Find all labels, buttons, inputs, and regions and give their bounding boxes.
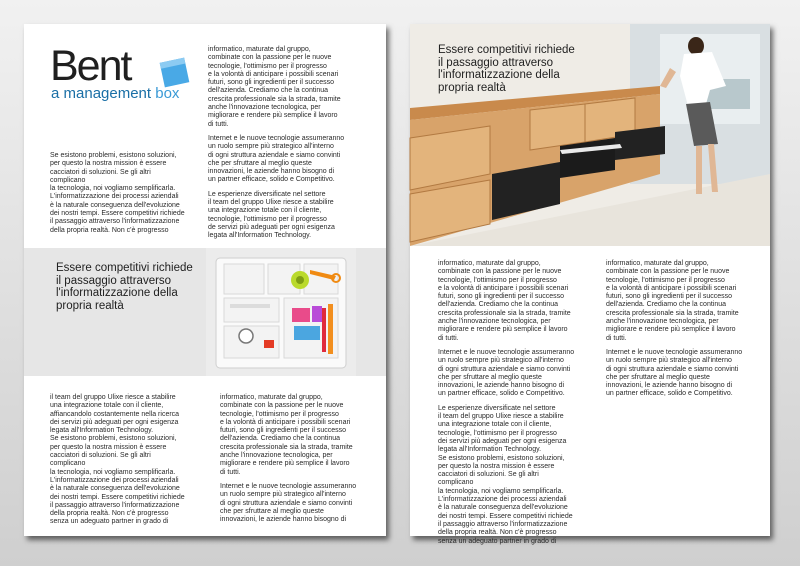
- column-paragraph: Internet e le nuove tecnologie assumeranno un ruolo sempre più strategico all'interno di ogni struttura aziendale e siamo convinti che per sfruttare al meglio queste innovazioni, le aziende hanno bisogno di: [220, 482, 357, 524]
- logo-wordmark: Bent: [50, 42, 131, 90]
- column-paragraph: Internet e le nuove tecnologie assumeranno un ruolo sempre più strategico all'interno di ogni struttura aziendale e siamo convinti che per sfruttare al meglio queste innovazioni, le aziende hanno bisogno di un partner efficace, solido e Competitivo.: [208, 134, 345, 184]
- intro-paragraph: Se esistono problemi, esistono soluzioni, per questo la nostra mission è essere cacciatori di soluzioni. Se gli altri complicano la tecnologia, noi vogliamo semplificarla. L'informatizzazione dei processi aziendali è la naturale conseguenza dell'evoluzione dei nostri tempi. Essere competitivi richiede il passaggio attraverso l'informatizzazione della propria realtà. Non c'è progresso: [50, 152, 185, 234]
- blue-box-icon: [158, 56, 190, 88]
- feature-headline: Essere competitivi richiede il passaggio attraverso l'informatizzazione della propria realtà: [56, 262, 193, 312]
- column-paragraph: informatico, maturate dal gruppo, combinate con la passione per le nuove tecnologie, l'ottimismo per il progresso e la volontà di anticipare i possibili scenari futuri, sono gli ingredienti per il successo dell'azienda. Crediamo che la continua crescita professionale sia la strada, tramite anche l'innovazione tecnologica, per migliorare e rendere più semplice il lavoro di tutti.: [208, 46, 341, 128]
- intro-text-block: [50, 152, 210, 241]
- column-paragraph: Internet e le nuove tecnologie assumeranno un ruolo sempre più strategico all'interno di ogni struttura aziendale e siamo convinti che per sfruttare al meglio queste innovazioni, le aziende hanno bisogno di un partner efficace, solido e Competitivo.: [606, 348, 743, 398]
- top-right-column: [208, 46, 376, 247]
- brochure-page-right: [410, 24, 770, 545]
- brochure-page-left: [24, 24, 386, 536]
- right-page-left-column: [438, 260, 598, 552]
- gray-feature-band: [24, 248, 386, 376]
- bent-logo: [50, 44, 200, 124]
- column-paragraph: Le esperienze diversificate nel settore il team del gruppo Ulixe riesce a stabilire una integrazione totale con il cliente, tecnologie, l'ottimismo per il progresso dei servizi più adeguati per ogni esigenza legata all'Information Technology. Se esistono problemi, esistono soluzioni, per questo la nostra mission è essere cacciatori di soluzioni. Se gli altri complicano la tecnologia, noi vogliamo semplificarla. L'informatizzazione dei processi aziendali è la naturale conseguenza dell'evoluzione dei nostri tempi. Essere competitivi richiede il passaggio attraverso l'informatizzazione della propria realtà. Non c'è progresso senza un adeguato partner in grado di: [438, 404, 573, 545]
- logo-tagline-prefix: a management: [51, 85, 156, 102]
- feature-headline: Essere competitivi richiede il passaggio attraverso l'informatizzazione della propria realtà: [438, 44, 575, 94]
- column-paragraph: il team del gruppo Ulixe riesce a stabilire una integrazione totale con il cliente, affiancandolo costantemente nella ricerca dei servizi più adeguati per ogni esigenza legata all'Information Technology. Se esistono problemi, esistono soluzioni, per questo la nostra mission è essere cacciatori di soluzioni. Se gli altri complicano la tecnologia, noi vogliamo semplificarla. L'informatizzazione dei processi aziendali è la naturale conseguenza dell'evoluzione dei nostri tempi. Essere competitivi richiede il passaggio attraverso l'informatizzazione della propria realtà. Non c'è progresso senza un adeguato partner in grado di: [50, 394, 185, 526]
- column-paragraph: informatico, maturate dal gruppo, combinate con la passione per le nuove tecnologie, l'ottimismo per il progresso e la volontà di anticipare i possibili scenari futuri, sono gli ingredienti per il successo dell'azienda. Crediamo che la continua crescita professionale sia la strada, tramite anche l'innovazione tecnologica, per migliorare e rendere più semplice il lavoro di tutti.: [438, 260, 571, 342]
- logo-tagline-box: box: [155, 85, 180, 102]
- bottom-left-column: [50, 394, 214, 533]
- right-page-right-column: [606, 260, 766, 405]
- bottom-right-column: [220, 394, 380, 530]
- column-paragraph: Le esperienze diversificate nel settore il team del gruppo Ulixe riesce a stabilire una integrazione totale con il cliente, tecnologie, l'ottimismo per il progresso de servizi più adeguati per ogni esigenza legata all'Information Technology.: [208, 190, 335, 240]
- desk-organizer-photo: [206, 248, 356, 376]
- logo-tagline: [51, 86, 179, 102]
- column-paragraph: informatico, maturate dal gruppo, combinate con la passione per le nuove tecnologie, l'ottimismo per il progresso e la volontà di anticipare i possibili scenari futuri, sono gli ingredienti per il successo dell'azienda. Crediamo che la continua crescita professionale sia la strada, tramite anche l'innovazione tecnologica, per migliorare e rendere più semplice il lavoro di tutti.: [220, 394, 353, 476]
- column-paragraph: informatico, maturate dal gruppo, combinate con la passione per le nuove tecnologie, l'ottimismo per il progresso e la volontà di anticipare i possibili scenari futuri, sono gli ingredienti per il successo dell'azienda. Crediamo che la continua crescita professionale sia la strada, tramite anche l'innovazione tecnologica, per migliorare e rendere più semplice il lavoro di tutti.: [606, 260, 739, 342]
- column-paragraph: Internet e le nuove tecnologie assumeranno un ruolo sempre più strategico all'interno di ogni struttura aziendale e siamo convinti che per sfruttare al meglio queste innovazioni, le aziende hanno bisogno di un partner efficace, solido e Competitivo.: [438, 348, 575, 398]
